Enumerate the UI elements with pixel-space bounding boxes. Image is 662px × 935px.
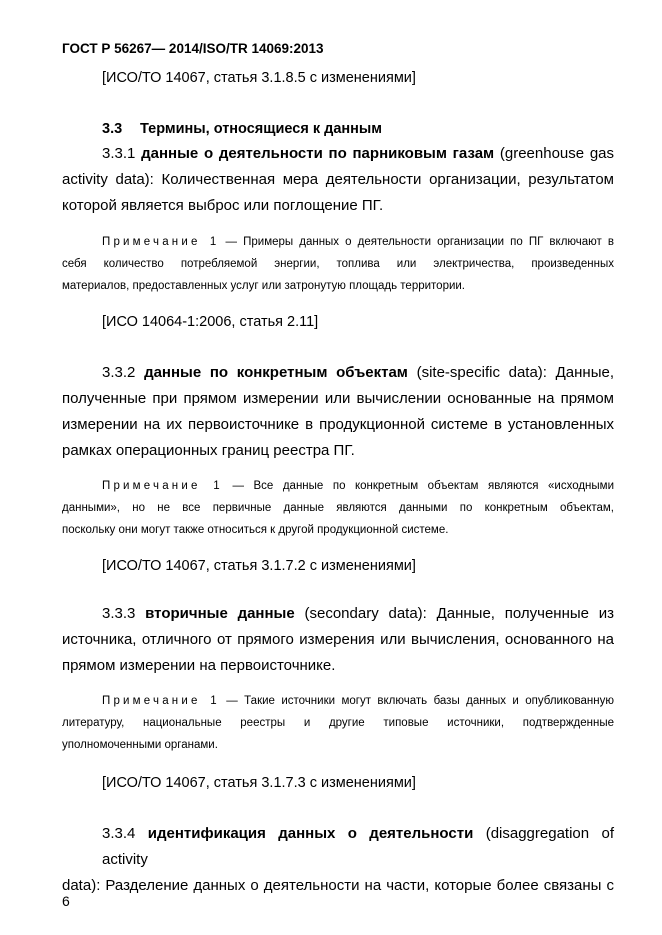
term-name: вторичные данные (145, 605, 295, 622)
note-line: поскольку они могут также относиться к другой продукционной системе. (62, 524, 449, 536)
term-name: идентификация данных о деятельности (147, 825, 474, 842)
term-line: полученные при прямом измерении или вычислении основанные на прямом (62, 390, 614, 407)
note-line: данными», но не все первичные данные являются данными по конкретным объектам, (62, 502, 614, 514)
reference-3: [ИСО/ТО 14067, статья 3.1.7.2 с изменениями] (102, 558, 416, 574)
note-line: уполномоченными органами. (62, 739, 218, 751)
note-line: Примечание 1 — Примеры данных о деятельности организации по ПГ включают в (102, 236, 614, 248)
term-line: activity data): Количественная мера деятельности организации, результатом (62, 171, 614, 188)
term-name: данные по конкретным объектам (144, 364, 408, 381)
term-3-3-2 (62, 360, 614, 464)
term-number: 3.3.2 (102, 364, 136, 381)
term-line: измерении на их первоисточнике в продукционной системе в установленных (62, 416, 614, 433)
note-line: Примечание 1 — Такие источники могут включать базы данных и опубликованную (102, 695, 614, 707)
note-line: материалов, предоставленных услуг или затронутую площадь территории. (62, 280, 466, 292)
term-name: данные о деятельности по парниковым газам (141, 145, 495, 162)
reference-2: [ИСО 14064-1:2006, статья 2.11] (102, 314, 319, 330)
term-text: (secondary data): Данные, полученные из (304, 605, 614, 622)
section-number: 3.3 (102, 121, 123, 137)
term-line: источника, отличного от прямого измерения или вычисления, основанного на (62, 631, 614, 648)
note-3 (62, 690, 614, 756)
term-number: 3.3.1 (102, 145, 136, 162)
term-3-3-3 (62, 601, 614, 679)
term-number: 3.3.4 (102, 825, 136, 842)
term-line: прямом измерении на первоисточнике. (62, 657, 336, 674)
note-label: Примечание 1 (102, 236, 220, 248)
note-line: Примечание 1 — Все данные по конкретным объектам являются «исходными (102, 480, 615, 492)
reference-1: [ИСО/ТО 14067, статья 3.1.8.5 с изменениями] (102, 70, 416, 86)
note-line: себя количество потребляемой энергии, топлива или электричества, произведенных (62, 258, 614, 270)
document-header: ГОСТ Р 56267— 2014/ISO/TR 14069:2013 (62, 41, 324, 56)
term-text: (site-specific data): Данные, (416, 364, 615, 381)
term-line (62, 141, 614, 167)
term-text: (disaggregation of activity (102, 825, 614, 868)
term-line: data): Разделение данных о деятельности на части, которые более связаны с (62, 877, 614, 894)
term-3-3-4 (62, 821, 614, 899)
reference-4: [ИСО/ТО 14067, статья 3.1.7.3 с изменениями] (102, 775, 416, 791)
note-1 (62, 231, 614, 297)
note-label: Примечание 1 (102, 695, 220, 707)
note-line: литературу, национальные реестры и другие типовые источники, подтвержденные (62, 717, 614, 729)
note-2 (62, 475, 614, 541)
term-line: рамках операционных границ реестра ПГ. (62, 442, 355, 459)
section-title: Термины, относящиеся к данным (140, 121, 383, 137)
section-heading (102, 121, 382, 137)
term-line (62, 601, 614, 627)
note-label: Примечание 1 (102, 480, 223, 492)
term-line: которой является выброс или поглощение ПГ. (62, 197, 384, 214)
term-line (62, 821, 614, 873)
term-text: (greenhouse gas (499, 145, 615, 162)
page-number: 6 (62, 893, 70, 909)
term-3-3-1 (62, 141, 614, 219)
term-line (62, 360, 614, 386)
term-number: 3.3.3 (102, 605, 136, 622)
